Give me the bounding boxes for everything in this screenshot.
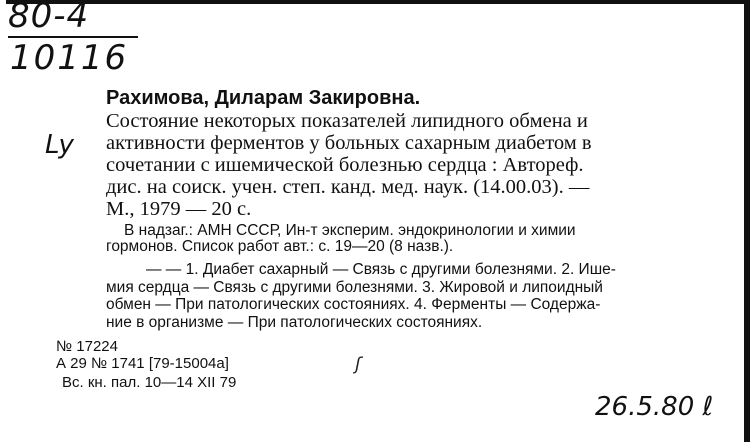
subject-line: ние в организме — При патологических состояниях. — [106, 314, 483, 331]
footer-line: Вс. кн. пал. 10—14 XII 79 — [62, 374, 237, 391]
scan-border-top — [6, 0, 750, 4]
footer-line: А 29 № 1741 [79-15004а] — [56, 355, 229, 372]
title-line: Состояние некоторых показателей липидного обмена и — [106, 110, 588, 132]
handwritten-date: 26.5.80 ℓ — [595, 392, 714, 422]
note-line: В надзаг.: АМН СССР, Ин-т эксперим. эндокринологии и химии — [124, 222, 576, 239]
author-heading: Рахимова, Диларам Закировна. — [106, 87, 421, 109]
note-line: гормонов. Список работ авт.: с. 19—20 (8 назв.). — [106, 238, 454, 255]
subject-line: — — 1. Диабет сахарный — Связь с другими болезнями. 2. Ише- — [146, 261, 616, 278]
handwritten-pen-mark: ʃ — [355, 354, 362, 375]
handwritten-accession-number: 80-4 — [8, 0, 90, 36]
footer-line: № 17224 — [56, 338, 118, 355]
scan-border-right — [744, 0, 750, 442]
title-line: активности ферментов у больных сахарным диабетом в — [106, 132, 592, 154]
subject-line: обмен — При патологических состояниях. 4. Ферменты — Содержа- — [106, 296, 601, 313]
title-line: М., 1979 — 20 с. — [106, 198, 252, 220]
handwritten-call-number: 10116 — [10, 38, 129, 78]
title-line: сочетании с ишемической болезнью сердца : Автореф. — [106, 154, 584, 176]
handwritten-margin-mark: Ly — [45, 130, 74, 160]
title-line: дис. на соиск. учен. степ. канд. мед. наук. (14.00.03). — — [106, 176, 590, 198]
subject-line: мия сердца — Связь с другими болезнями. 3. Жировой и липоидный — [106, 279, 603, 296]
